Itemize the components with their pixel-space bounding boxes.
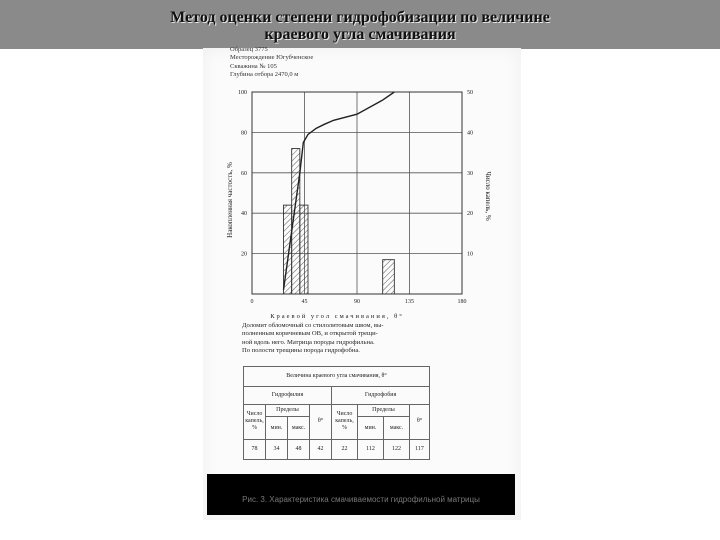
y-left-tick-label: 40 [241, 211, 247, 218]
table-max-header: макс. [288, 417, 310, 440]
axis-ticks [238, 90, 473, 305]
x-tick-label: 0 [250, 299, 254, 305]
y-right-tick-label: 10 [467, 251, 473, 258]
table-mean-header: θ° [310, 404, 332, 439]
table-cell: 42 [310, 439, 332, 459]
table-cell: 112 [358, 439, 384, 459]
table-cell: 122 [384, 439, 410, 459]
slide-title-line2: краевого угла смачивания [264, 26, 456, 43]
sampling-depth: Глубина отбора 2470,0 м [230, 70, 299, 78]
table-min-header: мин. [266, 417, 288, 440]
sample-id: Образец 3775 [230, 46, 268, 53]
table-cell: 117 [410, 439, 430, 459]
y-left-tick-label: 80 [241, 130, 247, 137]
table-cell: 78 [244, 439, 266, 459]
caption-box [207, 474, 515, 515]
table-cell: 48 [288, 439, 310, 459]
description-line: ной вдоль него. Матрица породы гидрофильна. [242, 338, 375, 346]
y-axis-right-label: Число капель, % [484, 171, 492, 221]
slide-title-line1: Метод оценки степени гидрофобизации по величине [170, 9, 550, 26]
y-left-tick-label: 60 [241, 170, 247, 177]
y-right-tick-label: 20 [467, 211, 473, 218]
table-cell: 22 [332, 439, 358, 459]
x-tick-label: 180 [457, 299, 467, 305]
description-line: По полости трещины порода гидрофобна. [242, 347, 360, 355]
x-axis-label: Краевой угол смачивания, θ° [270, 313, 404, 320]
figure-caption: Рис. 3. Характеристика смачиваемости гидрофильной матрицы [242, 495, 480, 504]
histogram-bar [383, 260, 395, 294]
results-table [243, 366, 430, 460]
y-left-tick-label: 100 [238, 90, 247, 96]
table-mean-header: θ° [410, 404, 430, 439]
well-number: Скважина № 105 [230, 62, 277, 70]
y-right-tick-label: 40 [467, 130, 473, 137]
table-limits-header: Пределы [358, 404, 410, 417]
histogram-bar [300, 205, 308, 294]
table-header: Величина краевого угла смачивания, θ° [244, 367, 430, 387]
description-line: Доломит обломочный со стилолитовым швом, вы- [242, 322, 384, 329]
sample-description [242, 322, 472, 356]
table-cell: 34 [266, 439, 288, 459]
table-min-header: мин. [358, 417, 384, 440]
field-name: Месторождение Югубченское [230, 54, 314, 62]
table-max-header: макс. [384, 417, 410, 440]
description-line: полненным коричневым ОВ, и открытой трещи- [242, 330, 378, 338]
x-tick-label: 90 [354, 299, 360, 305]
y-right-tick-label: 50 [467, 90, 473, 96]
x-tick-label: 45 [301, 299, 308, 305]
x-tick-label: 135 [405, 299, 414, 305]
table-count-header: Число капель, % [244, 404, 266, 439]
y-right-tick-label: 30 [467, 170, 473, 177]
table-group-hydrophilic: Гидрофилия [244, 387, 332, 405]
y-left-tick-label: 20 [241, 251, 247, 258]
table-group-hydrophobic: Гидрофобия [332, 387, 430, 405]
y-axis-left-label: Накопленная частость, % [226, 162, 234, 238]
table-limits-header: Пределы [266, 404, 310, 417]
table-count-header: Число капель, % [332, 404, 358, 439]
